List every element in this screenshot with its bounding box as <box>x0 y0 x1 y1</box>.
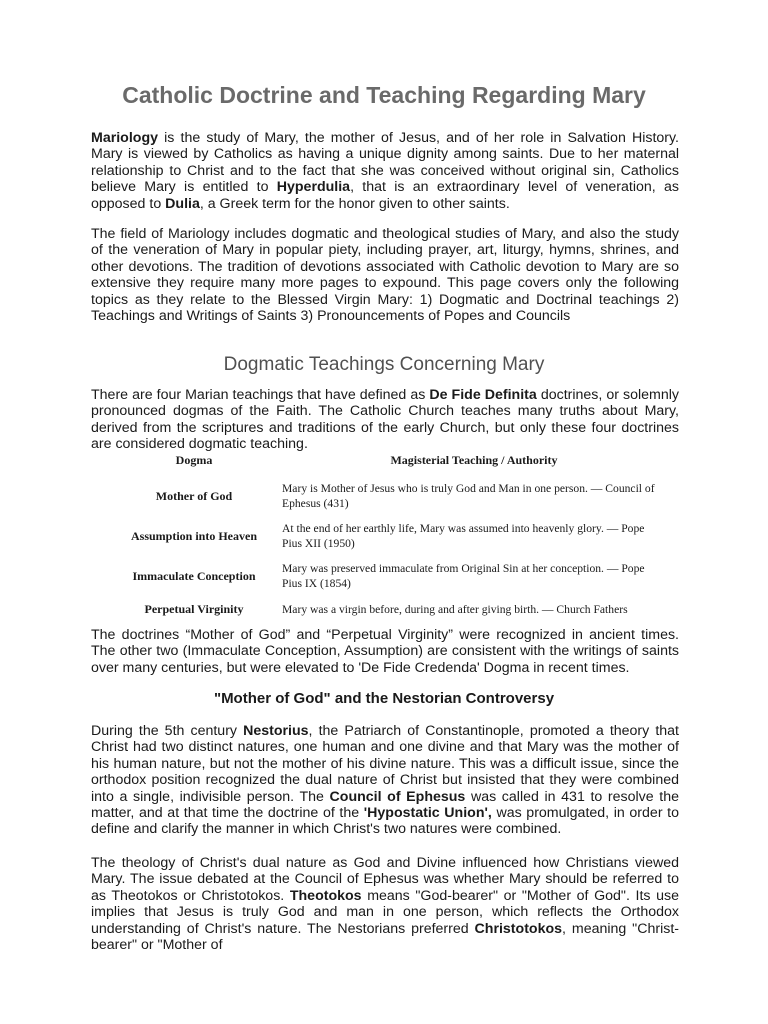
paragraph-text: There are four Marian teachings that have defined as <box>91 387 430 403</box>
paragraph-text: is the study of Mary, the mother of Jesus, and of her role in Salvation History. Mary is viewed by Catholics as having a unique dignity among saints. Due to her maternal relationship to Christ and to the fact that she was conceived without original sin, Catholics believe Mary is entitled to <box>91 130 679 196</box>
table-row <box>110 596 670 622</box>
table-header-row <box>110 451 670 476</box>
table-row <box>110 556 670 596</box>
section-heading-dogmatic: Dogmatic Teachings Concerning Mary <box>223 354 545 375</box>
term-theotokos: Theotokos <box>289 887 362 904</box>
column-header-dogma: Dogma <box>175 453 213 467</box>
dogma-cell: Mother of God <box>155 488 233 503</box>
paragraph-text: , that is an extraordinary level of veneration, as opposed to <box>91 179 679 212</box>
teaching-cell: Mary was a virgin before, during and after giving birth. — Church Fathers <box>282 602 628 616</box>
section-heading-nestorian: "Mother of God" and the Nestorian Controversy <box>213 690 555 707</box>
term-council-of-ephesus: Council of Ephesus <box>329 788 466 805</box>
dogma-cell: Perpetual Virginity <box>144 601 244 616</box>
paragraph-text: , a Greek term for the honor given to other saints. <box>199 195 510 212</box>
term-hyperdulia: Hyperdulia <box>276 179 351 196</box>
term-christotokos: Christotokos <box>474 920 563 937</box>
dogma-table <box>110 451 670 622</box>
paragraph-text: During the 5th century <box>91 723 244 739</box>
dogma-intro-paragraph <box>91 387 679 453</box>
dogma-cell: Immaculate Conception <box>132 568 256 583</box>
term-dulia: Dulia <box>165 195 200 212</box>
teaching-cell: At the end of her earthly life, Mary was assumed into heavenly glory. — Pope Pius XII (1950) <box>282 522 645 550</box>
paragraph-text: doctrines, or solemnly pronounced dogmas of the Faith. The Catholic Church teaches many truths about Mary, derived from the scriptures and traditions of the early Church, but only these four doctrines are considered dogmatic teaching. <box>91 387 679 453</box>
table-row <box>110 516 670 556</box>
teaching-cell: Mary was preserved immaculate from Original Sin at her conception. — Pope Pius IX (1854) <box>282 562 645 590</box>
recognition-paragraph: The doctrines “Mother of God” and “Perpetual Virginity” were recognized in ancient times. The other two (Immaculate Conception, Assumption) are consistent with the writings of saints over many centuries, but were elevated to 'De Fide Credenda' Dogma in recent times. <box>91 627 679 676</box>
paragraph-text: was promulgated, in order to define and clarify the manner in which Christ's two natures were combined. <box>91 805 679 838</box>
term-mariology: Mariology <box>91 130 159 146</box>
column-header-teaching: Magisterial Teaching / Authority <box>390 453 558 467</box>
teaching-cell: Mary is Mother of Jesus who is truly God and Man in one person. — Council of Ephesus (431) <box>282 482 655 510</box>
paragraph-text: , the Patriarch of Constantinople, promoted a theory that Christ had two distinct natures, one human and one divine and that Mary was the mother of his human nature, but not the mother of his divine nature. This was a difficult issue, since the orthodox position recognized the dual nature of Christ but insisted that they were combined into a single, indivisible person. The <box>91 723 679 805</box>
paragraph-text: was called in 431 to resolve the matter, and at that time the doctrine of the <box>91 788 679 822</box>
paragraph-text: , meaning "Christ-bearer" or "Mother of <box>91 920 679 954</box>
term-nestorius: Nestorius <box>243 723 309 739</box>
paragraph-text: means "God-bearer" or "Mother of God". Its use implies that Jesus is truly God and man in one person, which reflects the Orthodox understanding of Christ's nature. The Nestorians preferred <box>91 887 679 937</box>
intro-paragraph <box>91 130 679 212</box>
theotokos-paragraph <box>91 855 679 953</box>
dogma-cell: Assumption into Heaven <box>130 528 258 543</box>
term-hypostatic-union: 'Hypostatic Union', <box>363 805 492 822</box>
page-title: Catholic Doctrine and Teaching Regarding Mary <box>122 82 646 108</box>
scope-paragraph: The field of Mariology includes dogmatic and theological studies of Mary, and also the study of the veneration of Mary in popular piety, including prayer, art, liturgy, hymns, shrines, and other devotions. The tradition of devotions associated with Catholic devotion to Mary are so extensive they require many more pages to expound. This page covers only the following topics as they relate to the Blessed Virgin Mary: 1) Dogmatic and Doctrinal teachings 2) Teachings and Writings of Saints 3) Pronouncements of Popes and Councils <box>91 226 679 325</box>
table-row <box>110 476 670 516</box>
paragraph-text: The theology of Christ's dual nature as God and Divine influenced how Christians viewed Mary. The issue debated at the Council of Ephesus was whether Mary should be referred to as Theotokos or Christotokos. <box>91 855 679 904</box>
nestorius-paragraph <box>91 723 679 838</box>
term-de-fide-definita: De Fide Definita <box>429 387 537 403</box>
